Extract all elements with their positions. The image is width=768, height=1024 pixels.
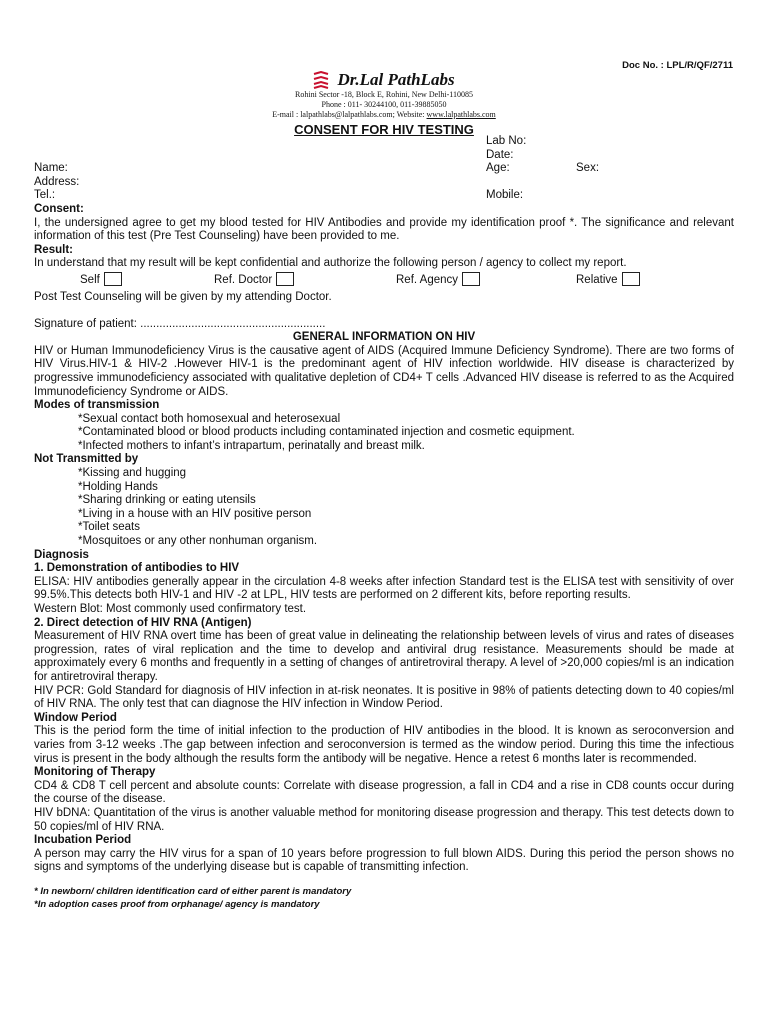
- option-self: Self: [80, 272, 122, 288]
- monitoring-heading: Monitoring of Therapy: [34, 766, 156, 779]
- not-transmitted-heading: Not Transmitted by: [34, 453, 139, 466]
- ref-doctor-checkbox[interactable]: [276, 272, 294, 286]
- window-period-heading: Window Period: [34, 711, 117, 724]
- post-test-note: Post Test Counseling will be given by my attending Doctor.: [34, 290, 332, 303]
- form-body: [34, 135, 734, 911]
- age-field[interactable]: Age:: [486, 162, 510, 175]
- western-blot-text: Western Blot: Most commonly used confirmatory test.: [34, 603, 307, 615]
- option-relative: Relative: [576, 272, 640, 288]
- consent-heading: Consent:: [34, 202, 84, 215]
- option-ref-doctor: Ref. Doctor: [214, 272, 294, 288]
- antibody-subheading: 1. Demonstration of antibodies to HIV: [34, 562, 240, 575]
- pcr-text: HIV PCR: Gold Standard for diagnosis of HIV infection in at-risk neonates. It is positive in 98% of patients detecting down to 40 copies/ml of HIV RNA. The only test that can diagnose the HIV infection in Window Period.: [34, 684, 734, 711]
- list-item: *Infected mothers to infant’s intrapartum, perinatally and breast milk.: [78, 439, 425, 452]
- consent-text: I, the undersigned agree to get my blood tested for HIV Antibodies and provide my identification proof *. The significance and relevant information of this test (Pre Test Counseling) have been provided to me.: [34, 216, 734, 243]
- form-title: CONSENT FOR HIV TESTING: [294, 122, 474, 137]
- lab-email: E-mail : lalpathlabs@lalpathlabs.com; Website:: [272, 110, 427, 119]
- relative-checkbox[interactable]: [622, 272, 640, 286]
- rna-text: Measurement of HIV RNA overt time has been of great value in delineating the relationship between levels of virus and rates of diseases progression, rates of viral replication and the time to develop and antiviral drug resistance. Measurements should be made at approximately every 6 months and frequently in a setting of changes of antiretroviral therapy. A level of >20,000 copies/ml is an indication for antiretroviral therapy.: [34, 630, 734, 683]
- list-item: *Sharing drinking or eating utensils: [78, 494, 256, 507]
- list-item: *Mosquitoes or any other nonhuman organism.: [78, 535, 318, 548]
- self-checkbox[interactable]: [104, 272, 122, 286]
- mobile-field[interactable]: Mobile:: [486, 189, 524, 202]
- window-period-text: This is the period form the time of initial infection to the production of HIV antibodies in the blood. It is known as seroconversion and varies from 3-12 weeks .The gap between infection and seroconversion is termed as the window period. During this time the infectious virus is present in the body although the results form the antibody will be negative. Hence a retest 6 months later is recommended.: [34, 725, 734, 765]
- diagnosis-heading: Diagnosis: [34, 548, 89, 561]
- lab-contact: [0, 110, 768, 120]
- name-field[interactable]: Name:: [34, 162, 68, 175]
- ref-agency-checkbox[interactable]: [462, 272, 480, 286]
- list-item: *Kissing and hugging: [78, 467, 187, 480]
- list-item: *Contaminated blood or blood products including contaminated injection and cosmetic equipment.: [78, 426, 575, 439]
- result-text: In understand that my result will be kept confidential and authorize the following person / agency to collect my report.: [34, 257, 627, 270]
- patient-signature[interactable]: Signature of patient: ..........................................................: [34, 317, 326, 330]
- list-item: *Living in a house with an HIV positive person: [78, 507, 312, 520]
- monitoring-text-bdna: HIV bDNA: Quantitation of the virus is another valuable method for monitoring disease progression and therapy. This test detects down to 50 copies/ml of HIV RNA.: [34, 806, 734, 833]
- general-info-heading: GENERAL INFORMATION ON HIV: [292, 331, 476, 344]
- result-heading: Result:: [34, 243, 73, 256]
- incubation-text: A person may carry the HIV virus for a span of 10 years before progression to full blown AIDS. During this period the person shows no signs and symptoms of the underlying disease but is capable of transmitting infection.: [34, 847, 734, 874]
- lab-header: [0, 70, 768, 120]
- general-info-text: HIV or Human Immunodeficiency Virus is the causative agent of AIDS (Acquired Immune Deficiency Syndrome). There are two forms of HIV Virus.HIV-1 & HIV-2 .However HIV-1 is the predominant agent of HIV infection worldwide. HIV disease is characterized by progressive immunodeficiency associated with qualitative depletion of CD4+ T cells .Advanced HIV disease is referred to as the Acquired Immunodeficiency Syndrome or AIDS.: [34, 344, 734, 398]
- lab-address: Rohini Sector -18, Block E, Rohini, New Delhi-110085: [295, 90, 473, 99]
- elisa-text: ELISA: HIV antibodies generally appear in the circulation 4-8 weeks after infection Standard test is the ELISA test with sensitivity of over 99.5%.This detects both HIV-1 and HIV -2 at LPL, HIV tests are performed on 2 different kits, before reporting results.: [34, 575, 734, 602]
- address-field[interactable]: Address:: [34, 175, 80, 188]
- modes-heading: Modes of transmission: [34, 399, 160, 412]
- list-item: *Sexual contact both homosexual and heterosexual: [78, 412, 341, 425]
- list-item: *Holding Hands: [78, 480, 158, 493]
- lab-logo-icon: [313, 71, 329, 89]
- tel-field[interactable]: Tel.:: [34, 189, 56, 202]
- lab-website-link[interactable]: www.lalpathlabs.com: [426, 110, 496, 119]
- lab-name: Dr.Lal PathLabs: [337, 70, 455, 89]
- option-ref-agency: Ref. Agency: [396, 272, 480, 288]
- list-item: *Toilet seats: [78, 521, 141, 534]
- doc-number: Doc No. : LPL/R/QF/2711: [622, 60, 733, 71]
- footnote-newborn: * In newborn/ children identification card of either parent is mandatory: [34, 885, 352, 897]
- footnote-adoption: *In adoption cases proof from orphanage/ agency is mandatory: [34, 898, 320, 910]
- lab-no-field[interactable]: Lab No:: [486, 135, 527, 147]
- rna-subheading: 2. Direct detection of HIV RNA (Antigen): [34, 616, 252, 629]
- monitoring-text-cd4: CD4 & CD8 T cell percent and absolute counts: Correlate with disease progression, a fall in CD4 and a rise in CD8 counts occur during the course of the disease.: [34, 779, 734, 806]
- lab-phone: Phone : 011- 30244100, 011-39885050: [321, 100, 447, 109]
- sex-field[interactable]: Sex:: [576, 162, 600, 175]
- date-field[interactable]: Date:: [486, 148, 514, 161]
- incubation-heading: Incubation Period: [34, 834, 132, 847]
